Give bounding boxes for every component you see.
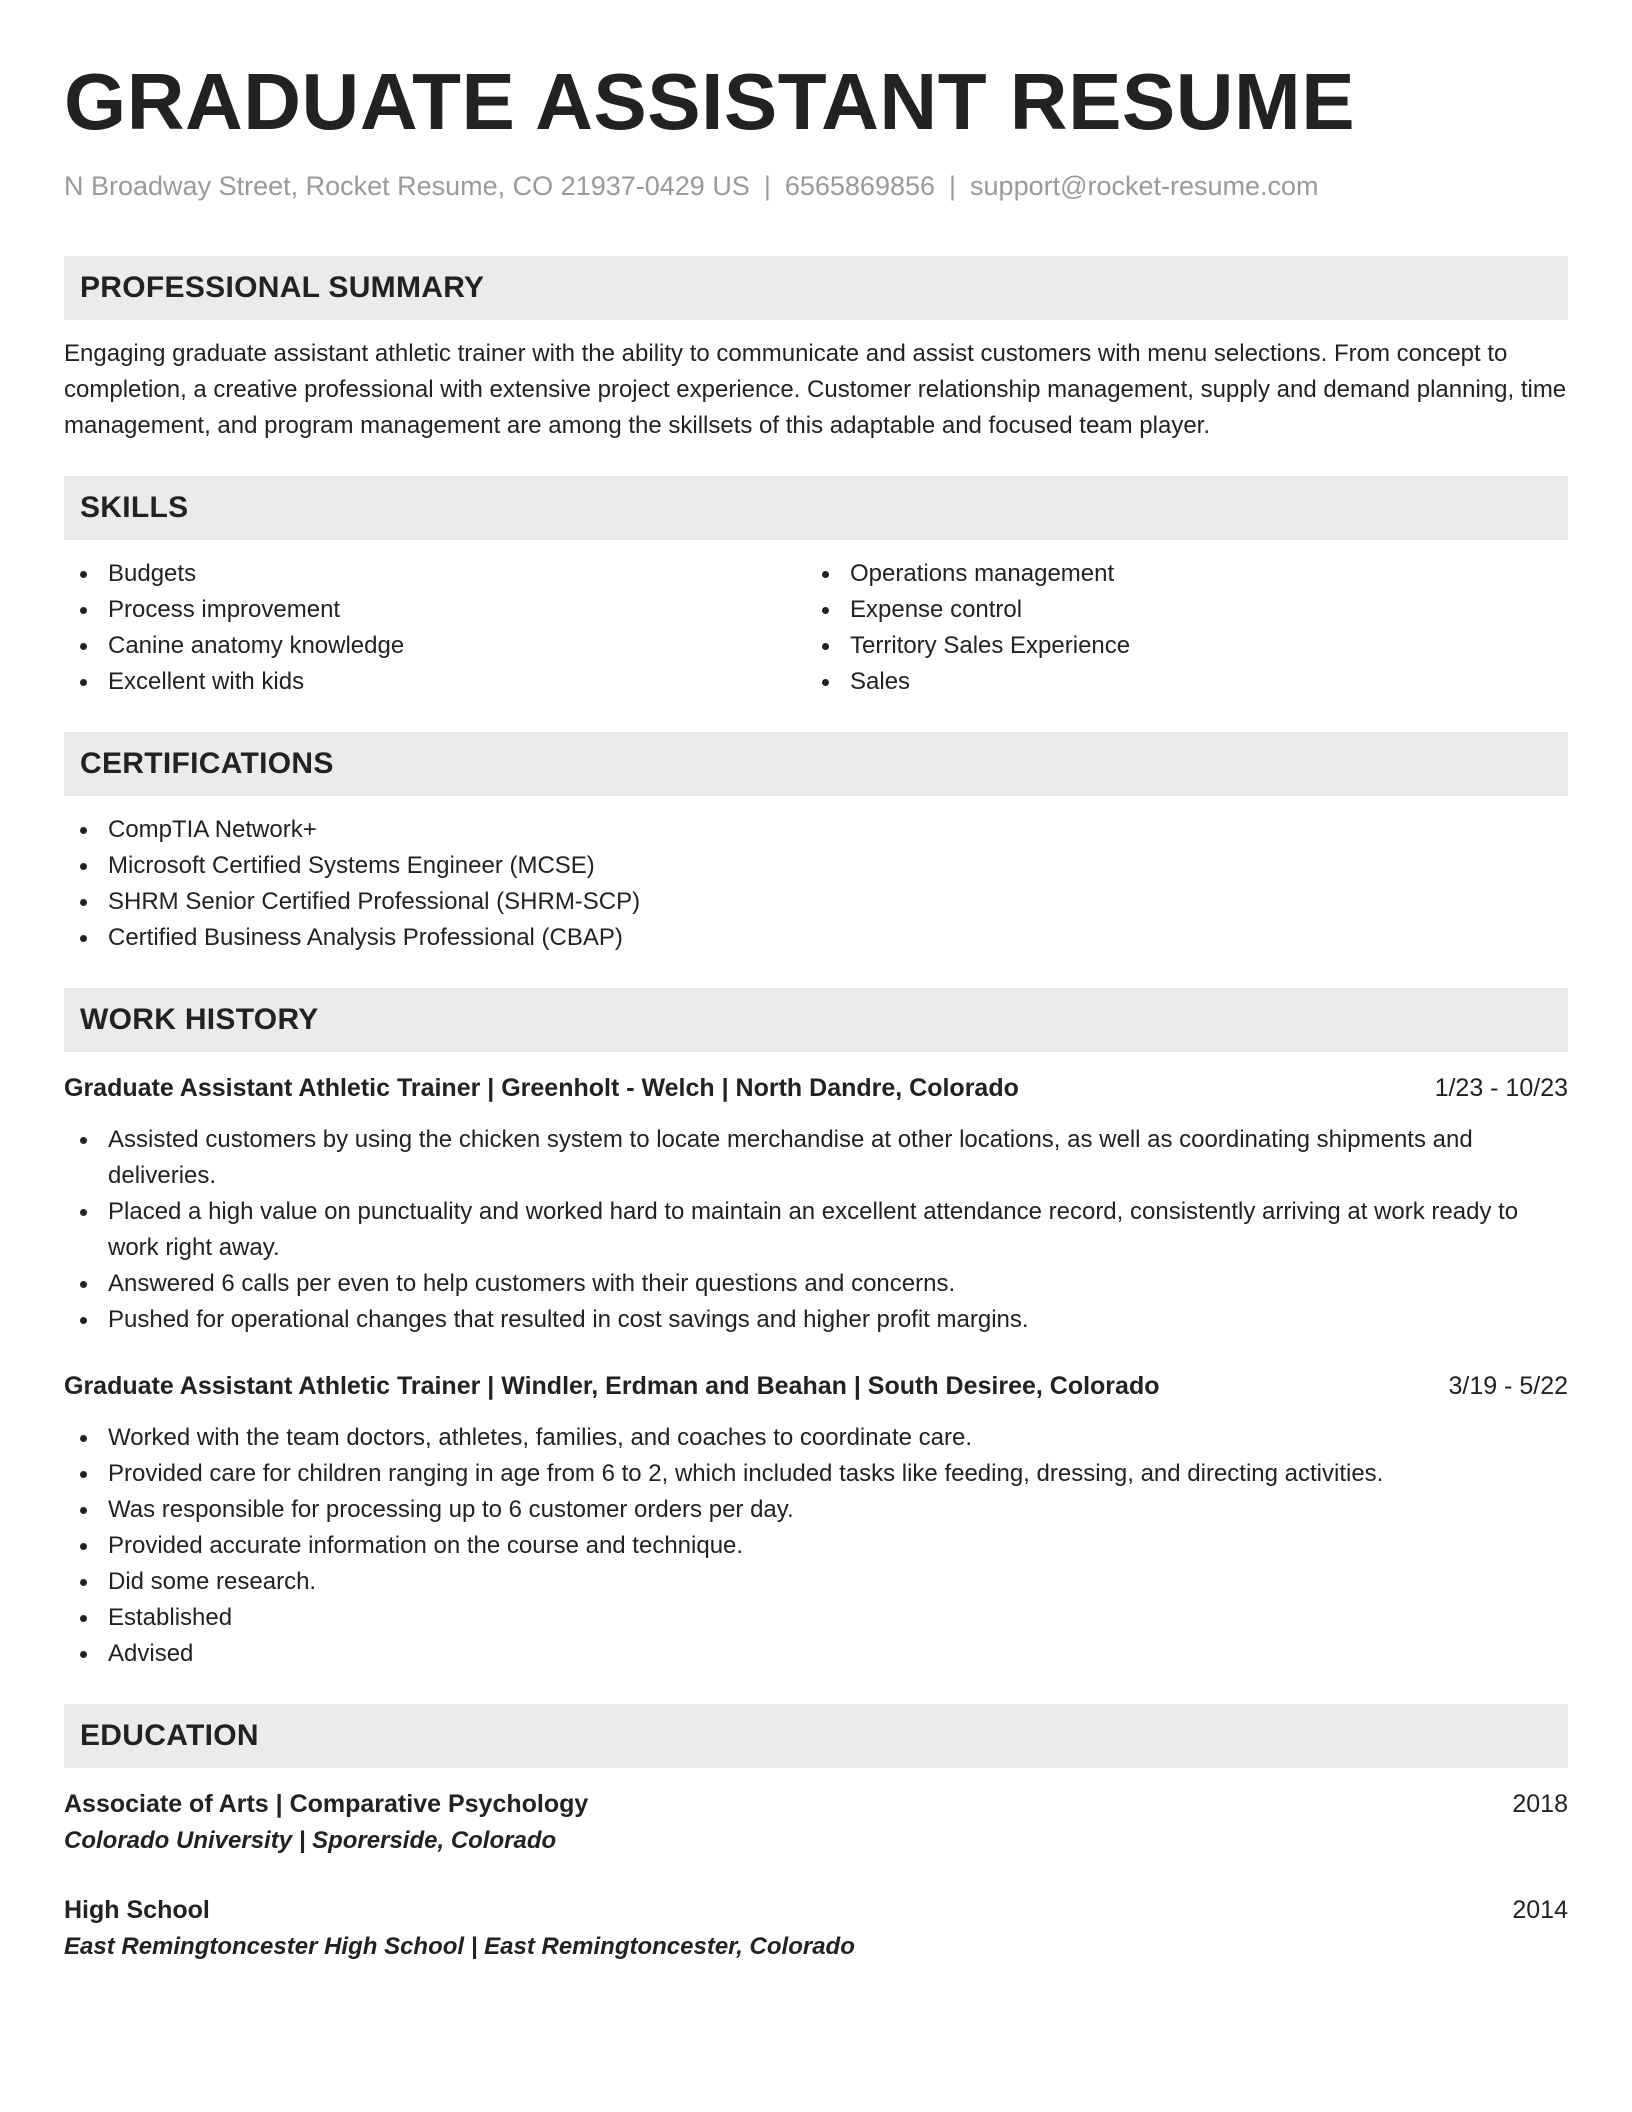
job-bullet: Established: [64, 1600, 1568, 1636]
education-heading: EDUCATION: [64, 1704, 1568, 1768]
work-history-heading: WORK HISTORY: [64, 988, 1568, 1052]
skill-item: Excellent with kids: [64, 664, 806, 700]
contact-phone: 6565869856: [784, 171, 936, 201]
job-bullets: [64, 1420, 1568, 1672]
skill-item: Operations management: [806, 556, 1548, 592]
job-bullet: Pushed for operational changes that resulted in cost savings and higher profit margins.: [64, 1302, 1568, 1338]
job-entry: [64, 1368, 1568, 1672]
skills-list-right: [806, 556, 1548, 700]
resume-page: [64, 52, 1568, 1966]
certification-item: Certified Business Analysis Professional (CBAP): [64, 920, 1568, 956]
education-header: [64, 1786, 1568, 1822]
education-degree: Associate of Arts | Comparative Psychology: [64, 1790, 589, 1818]
job-header: [64, 1070, 1568, 1106]
skill-item: Expense control: [806, 592, 1548, 628]
education-school: Colorado University | Sporerside, Colorado: [64, 1827, 557, 1854]
job-dates: 1/23 - 10/23: [1434, 1074, 1568, 1102]
skills-section: [64, 476, 1568, 700]
contact-separator: |: [949, 171, 957, 201]
job-bullet: Placed a high value on punctuality and worked hard to maintain an excellent attendance record, consistently arriving at work ready to work right away.: [64, 1194, 1568, 1266]
job-bullet: Assisted customers by using the chicken system to locate merchandise at other locations, as well as coordinating shipments and deliveries.: [64, 1122, 1568, 1194]
job-bullet: Answered 6 calls per even to help customers with their questions and concerns.: [64, 1266, 1568, 1302]
certifications-section: [64, 732, 1568, 956]
certifications-heading: CERTIFICATIONS: [64, 732, 1568, 796]
job-title: Graduate Assistant Athletic Trainer | Windler, Erdman and Beahan | South Desiree, Colorado: [64, 1372, 1160, 1400]
skill-item: Canine anatomy knowledge: [64, 628, 806, 664]
education-header: [64, 1892, 1568, 1928]
certification-item: Microsoft Certified Systems Engineer (MCSE): [64, 848, 1568, 884]
contact-line: [64, 168, 1568, 204]
job-bullet: Did some research.: [64, 1564, 1568, 1600]
job-dates: 3/19 - 5/22: [1448, 1372, 1568, 1400]
certification-item: SHRM Senior Certified Professional (SHRM-SCP): [64, 884, 1568, 920]
education-year: 2018: [1512, 1790, 1568, 1818]
contact-address: N Broadway Street, Rocket Resume, CO 21937-0429 US: [64, 171, 750, 201]
job-entry: [64, 1070, 1568, 1338]
education-section: [64, 1704, 1568, 1966]
contact-separator: |: [763, 171, 771, 201]
education-degree: High School: [64, 1896, 210, 1924]
summary-heading: PROFESSIONAL SUMMARY: [64, 256, 1568, 320]
education-entry: [64, 1892, 1568, 1966]
education-year: 2014: [1512, 1896, 1568, 1924]
education-entry: [64, 1786, 1568, 1860]
job-bullet: Provided care for children ranging in age from 6 to 2, which included tasks like feeding, dressing, and directing activities.: [64, 1456, 1568, 1492]
work-history-section: [64, 988, 1568, 1672]
job-bullet: Worked with the team doctors, athletes, families, and coaches to coordinate care.: [64, 1420, 1568, 1456]
certifications-list: [64, 812, 1568, 956]
skill-item: Territory Sales Experience: [806, 628, 1548, 664]
job-header: [64, 1368, 1568, 1404]
job-title: Graduate Assistant Athletic Trainer | Greenholt - Welch | North Dandre, Colorado: [64, 1074, 1019, 1102]
job-bullet: Was responsible for processing up to 6 customer orders per day.: [64, 1492, 1568, 1528]
certification-item: CompTIA Network+: [64, 812, 1568, 848]
education-school: East Remingtoncester High School | East Remingtoncester, Colorado: [64, 1933, 855, 1960]
skills-heading: SKILLS: [64, 476, 1568, 540]
skill-item: Budgets: [64, 556, 806, 592]
contact-email: support@rocket-resume.com: [970, 171, 1319, 201]
skills-list-left: [64, 556, 806, 700]
summary-section: [64, 256, 1568, 444]
skill-item: Sales: [806, 664, 1548, 700]
job-bullets: [64, 1122, 1568, 1338]
skills-grid: [64, 556, 1568, 700]
skill-item: Process improvement: [64, 592, 806, 628]
summary-text: Engaging graduate assistant athletic trainer with the ability to communicate and assist customers with menu selections. From concept to completion, a creative professional with extensive project experience. Customer relationship management, supply and demand planning, time management, and program management are among the skillsets of this adaptable and focused team player.: [64, 340, 1567, 439]
resume-title: GRADUATE ASSISTANT RESUME: [64, 57, 1356, 146]
job-bullet: Advised: [64, 1636, 1568, 1672]
job-bullet: Provided accurate information on the course and technique.: [64, 1528, 1568, 1564]
